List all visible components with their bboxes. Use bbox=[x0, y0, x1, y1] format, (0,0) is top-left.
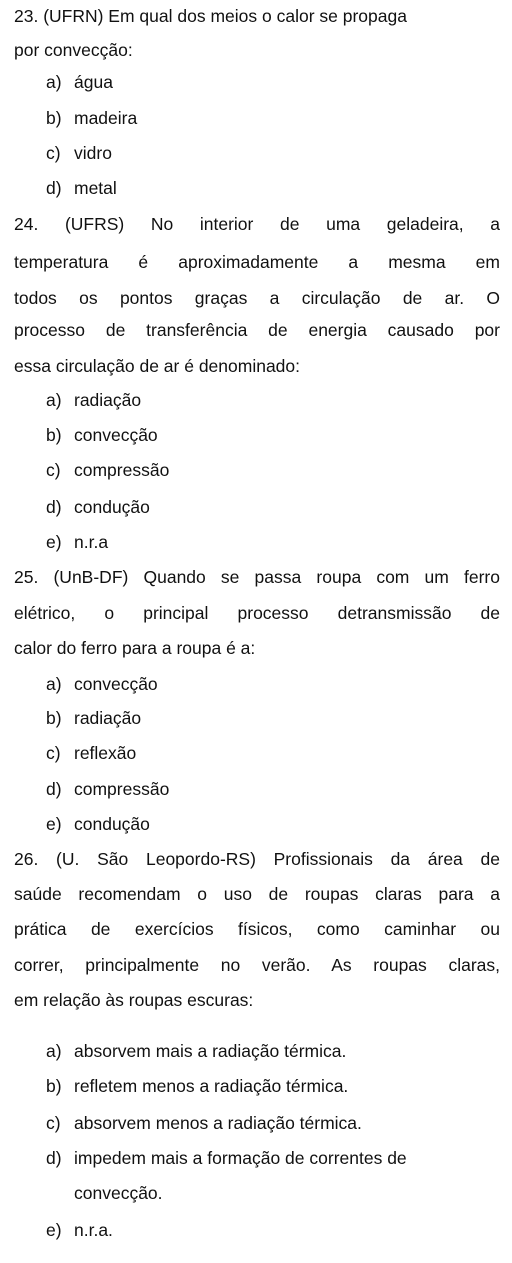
option-letter: e) bbox=[46, 532, 62, 552]
option-letter: b) bbox=[46, 1076, 62, 1096]
option-text: compressão bbox=[74, 779, 170, 799]
option-text: condução bbox=[74, 814, 150, 834]
option-text: impedem mais a formação de correntes de bbox=[74, 1148, 407, 1168]
option-letter: d) bbox=[46, 178, 62, 198]
option-letter: c) bbox=[46, 143, 61, 163]
question-25-option-b bbox=[46, 706, 141, 730]
option-text: absorvem mais a radiação térmica. bbox=[74, 1041, 347, 1061]
question-25-option-a bbox=[46, 672, 158, 696]
question-26-line-2: saúde recomendam o uso de roupas claras para a bbox=[14, 884, 500, 904]
question-26-option-d bbox=[46, 1146, 407, 1170]
question-26-option-e bbox=[46, 1218, 113, 1242]
option-letter: c) bbox=[46, 1113, 61, 1133]
question-23-line-1: 23. (UFRN) Em qual dos meios o calor se propaga bbox=[14, 6, 407, 26]
question-26-option-a bbox=[46, 1039, 346, 1063]
option-text: metal bbox=[74, 178, 117, 198]
option-text: absorvem menos a radiação térmica. bbox=[74, 1113, 362, 1133]
option-letter: a) bbox=[46, 72, 62, 92]
option-text: n.r.a. bbox=[74, 1220, 113, 1240]
question-26-line-1: 26. (U. São Leopordo-RS) Profissionais da área de bbox=[14, 849, 500, 869]
option-text: refletem menos a radiação térmica. bbox=[74, 1076, 349, 1096]
option-letter: a) bbox=[46, 1041, 62, 1061]
option-text: compressão bbox=[74, 460, 170, 480]
option-letter: a) bbox=[46, 390, 62, 410]
option-text: água bbox=[74, 72, 113, 92]
option-letter: e) bbox=[46, 814, 62, 834]
question-25-option-d bbox=[46, 777, 169, 801]
question-24-line-2: temperatura é aproximadamente a mesma em bbox=[14, 252, 500, 272]
question-24-line-1: 24. (UFRS) No interior de uma geladeira, a bbox=[14, 214, 500, 234]
question-25-line-2: elétrico, o principal processo detransmissão de bbox=[14, 603, 500, 623]
option-text: radiação bbox=[74, 708, 142, 728]
question-25-option-c bbox=[46, 741, 136, 765]
option-text: condução bbox=[74, 497, 150, 517]
option-text: madeira bbox=[74, 108, 138, 128]
question-24-option-a bbox=[46, 388, 141, 412]
option-letter: d) bbox=[46, 497, 62, 517]
question-23-option-a bbox=[46, 70, 113, 94]
question-24-line-4: processo de transferência de energia causado por bbox=[14, 320, 500, 340]
option-letter: b) bbox=[46, 708, 62, 728]
option-text: convecção bbox=[74, 425, 158, 445]
option-letter: c) bbox=[46, 460, 61, 480]
option-text: radiação bbox=[74, 390, 142, 410]
question-23-option-d bbox=[46, 176, 117, 200]
question-24-option-c bbox=[46, 458, 169, 482]
option-text: n.r.a bbox=[74, 532, 109, 552]
option-letter: a) bbox=[46, 674, 62, 694]
option-letter: b) bbox=[46, 425, 62, 445]
option-letter: e) bbox=[46, 1220, 62, 1240]
question-23-option-c bbox=[46, 141, 112, 165]
question-26-line-4: correr, principalmente no verão. As roupas claras, bbox=[14, 955, 500, 975]
question-26-option-b bbox=[46, 1074, 348, 1098]
question-24-option-e bbox=[46, 530, 108, 554]
question-24-line-5: essa circulação de ar é denominado: bbox=[14, 356, 301, 376]
question-24-line-3: todos os pontos graças a circulação de ar. O bbox=[14, 288, 500, 308]
option-text: vidro bbox=[74, 143, 112, 163]
question-24-option-b bbox=[46, 423, 158, 447]
question-25-line-3: calor do ferro para a roupa é a: bbox=[14, 638, 256, 658]
question-24-option-d bbox=[46, 495, 150, 519]
question-26-option-d-continuation: convecção. bbox=[74, 1183, 163, 1203]
option-letter: c) bbox=[46, 743, 61, 763]
option-letter: d) bbox=[46, 779, 62, 799]
question-23-line-2: por convecção: bbox=[14, 40, 133, 60]
option-text: reflexão bbox=[74, 743, 137, 763]
question-25-line-1: 25. (UnB-DF) Quando se passa roupa com um ferro bbox=[14, 567, 500, 587]
question-26-line-3: prática de exercícios físicos, como caminhar ou bbox=[14, 919, 500, 939]
question-23-option-b bbox=[46, 106, 137, 130]
option-letter: b) bbox=[46, 108, 62, 128]
question-25-option-e bbox=[46, 812, 150, 836]
option-letter: d) bbox=[46, 1148, 62, 1168]
question-26-option-c bbox=[46, 1111, 362, 1135]
option-text: convecção bbox=[74, 674, 158, 694]
question-26-line-5: em relação às roupas escuras: bbox=[14, 990, 254, 1010]
